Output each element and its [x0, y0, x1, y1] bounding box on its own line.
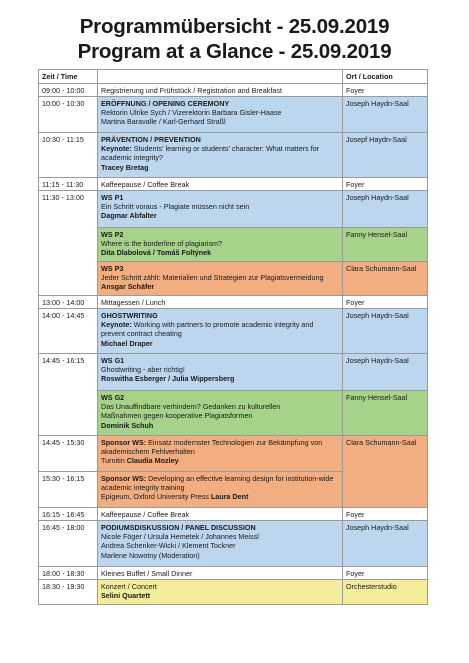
- session-line: Jeder Schritt zählt: Materialien und Strategien zur Plagiatsvermeidung: [101, 272, 324, 282]
- session-line: Andrea Schenker-Wicki / Klement Tockner: [101, 541, 236, 551]
- session-line: Rektorin Ulrike Sych / Vizerektorin Barbara Gisler-Haase: [101, 107, 282, 117]
- row-location: Foyer: [343, 567, 428, 580]
- page-header: [0, 14, 469, 64]
- table-row: [39, 309, 428, 354]
- session-heading: WS P3: [101, 263, 124, 273]
- table-row: [39, 133, 428, 178]
- row-location: Josepf Haydn-Saal: [343, 133, 428, 178]
- session-cell: [98, 391, 343, 436]
- row-location: Joseph Haydn-Saal: [343, 309, 428, 354]
- row-session: Kleines Buffet / Small Dinner: [98, 567, 343, 580]
- session-line: Konzert / Concert: [101, 581, 157, 591]
- session-speaker: Tracey Bretag: [101, 162, 149, 172]
- row-location: Joseph Haydn-Saal: [343, 354, 428, 391]
- session-cell: [98, 354, 343, 391]
- row-location: Foyer: [343, 178, 428, 191]
- row-session: Mittagessen / Lunch: [98, 296, 343, 309]
- table-row: [39, 262, 428, 296]
- session-speaker: Selini Quartett: [101, 590, 151, 600]
- page-title-de: Programmübersicht - 25.09.2019: [79, 15, 390, 38]
- row-location: Clara Schumann-Saal: [343, 436, 428, 508]
- table-row: [39, 567, 428, 580]
- row-time: 14:45 - 15:30: [39, 436, 98, 472]
- session-line: Maßnahmen gegen kooperative Plagiatsformen: [101, 411, 253, 421]
- table-row: [39, 97, 428, 133]
- session-speaker: Dominik Schuh: [101, 420, 154, 430]
- sponsor-text: Einsatz modernster Technologien zur Bekämpfung von akademischem Fehlverhalten: [101, 437, 323, 456]
- session-heading: ERÖFFNUNG / OPENING CEREMONY: [101, 98, 230, 108]
- keynote-label: Keynote:: [101, 143, 132, 153]
- session-line: Martina Baravalle / Karl-Gerhard Straßl: [101, 117, 226, 127]
- session-cell: [98, 521, 343, 567]
- row-time: 14:45 - 16:15: [39, 354, 98, 436]
- session-speaker: Laura Dent: [210, 492, 249, 502]
- row-time: 11:30 - 13:00: [39, 191, 98, 296]
- session-line: Marlene Nowotny (Moderation): [101, 550, 200, 560]
- row-time: 09:00 - 10:00: [39, 84, 98, 97]
- row-location: Clara Schumann-Saal: [343, 262, 428, 296]
- table-row: [39, 228, 428, 262]
- session-speaker: Dagmar Abfalter: [101, 211, 157, 221]
- session-line: Nicole Föger / Ursula Hemetek / Johannes Meissl: [101, 531, 259, 541]
- session-heading: GHOSTWRITING: [101, 310, 158, 320]
- row-time: 16:15 - 16:45: [39, 508, 98, 521]
- session-heading: WS P2: [101, 229, 124, 239]
- session-heading: WS G1: [101, 355, 125, 365]
- table-row: [39, 436, 428, 472]
- row-time: 13:00 - 14:00: [39, 296, 98, 309]
- table-row: [39, 178, 428, 191]
- session-cell: [98, 133, 343, 178]
- column-header-time: Zeit / Time: [39, 70, 98, 84]
- row-session: Registrierung und Frühstück / Registration and Breakfast: [98, 84, 343, 97]
- sponsor-org: Epigeum, Oxford University Press: [101, 492, 209, 502]
- session-line: Ghostwriting - aber richtig!: [101, 364, 185, 374]
- row-location: Joseph Haydn-Saal: [343, 521, 428, 567]
- row-time: 18:30 - 19:30: [39, 580, 98, 605]
- sponsor-label: Sponsor WS:: [101, 473, 147, 483]
- sponsor-org: Turnitin: [101, 456, 125, 466]
- session-speaker: Dita Dlabolová / Tomáš Foltýnek: [101, 248, 212, 258]
- row-time: 10:30 - 11:15: [39, 133, 98, 178]
- table-row: [39, 354, 428, 391]
- keynote-text: Students' learning or students' character: What matters for academic integrity?: [101, 143, 320, 163]
- keynote-label: Keynote:: [101, 319, 132, 329]
- row-location: Joseph Haydn-Saal: [343, 191, 428, 228]
- keynote-text: Working with partners to promote academic integrity and prevent contract cheating: [101, 319, 314, 339]
- session-cell: [98, 436, 343, 472]
- table-row: [39, 391, 428, 436]
- session-cell: [98, 580, 343, 605]
- session-cell: [98, 472, 343, 508]
- page-title-en: Program at a Glance - 25.09.2019: [77, 40, 392, 63]
- session-line: Das Unauffindbare verhindern? Gedanken zu kulturellen: [101, 401, 281, 411]
- session-heading: PODIUMSDISKUSSION / PANEL DISCUSSION: [101, 522, 256, 532]
- session-speaker: Roswitha Esberger / Julia Wippersberg: [101, 374, 235, 384]
- row-time: 18:00 - 18:30: [39, 567, 98, 580]
- session-cell: [98, 228, 343, 262]
- row-location: Fanny Hensel-Saal: [343, 228, 428, 262]
- row-location: Fanny Hensel-Saal: [343, 391, 428, 436]
- row-location: Foyer: [343, 84, 428, 97]
- row-session: Kaffeepause / Coffee Break: [98, 178, 343, 191]
- session-line: Ein Schritt voraus - Plagiate müssen nicht sein: [101, 201, 250, 211]
- table-row: [39, 580, 428, 605]
- session-cell: [98, 97, 343, 133]
- row-time: 16:45 - 18:00: [39, 521, 98, 567]
- row-time: 11:15 - 11:30: [39, 178, 98, 191]
- schedule-table: [38, 69, 428, 605]
- table-row: [39, 521, 428, 567]
- session-cell: [98, 309, 343, 354]
- session-line: Where is the borderline of plagiarism?: [101, 238, 223, 248]
- session-cell: [98, 262, 343, 296]
- row-time: 15:30 - 16:15: [39, 472, 98, 508]
- row-location: Foyer: [343, 296, 428, 309]
- table-row: [39, 508, 428, 521]
- row-location: Orchesterstudio: [343, 580, 428, 605]
- session-speaker: Ansgar Schäfer: [101, 282, 155, 292]
- row-time: 14:00 - 14:45: [39, 309, 98, 354]
- table-row: [39, 84, 428, 97]
- table-row: [39, 296, 428, 309]
- row-location: Joseph Haydn-Saal: [343, 97, 428, 133]
- column-header-session: [98, 70, 343, 84]
- session-speaker: Michael Draper: [101, 338, 153, 348]
- row-location: Foyer: [343, 508, 428, 521]
- table-row: [39, 191, 428, 228]
- session-cell: [98, 191, 343, 228]
- session-heading: WS G2: [101, 392, 125, 402]
- column-header-location: Ort / Location: [343, 70, 428, 84]
- table-header-row: [39, 70, 428, 84]
- sponsor-text: Developing an effective learning design for institution-wide academic integrity training: [101, 473, 334, 492]
- session-speaker: Claudia Mozley: [126, 456, 179, 466]
- session-heading: PRÄVENTION / PREVENTION: [101, 134, 201, 144]
- session-heading: WS P1: [101, 192, 124, 202]
- row-time: 10:00 - 10:30: [39, 97, 98, 133]
- sponsor-label: Sponsor WS:: [101, 437, 147, 447]
- row-session: Kaffeepause / Coffee Break: [98, 508, 343, 521]
